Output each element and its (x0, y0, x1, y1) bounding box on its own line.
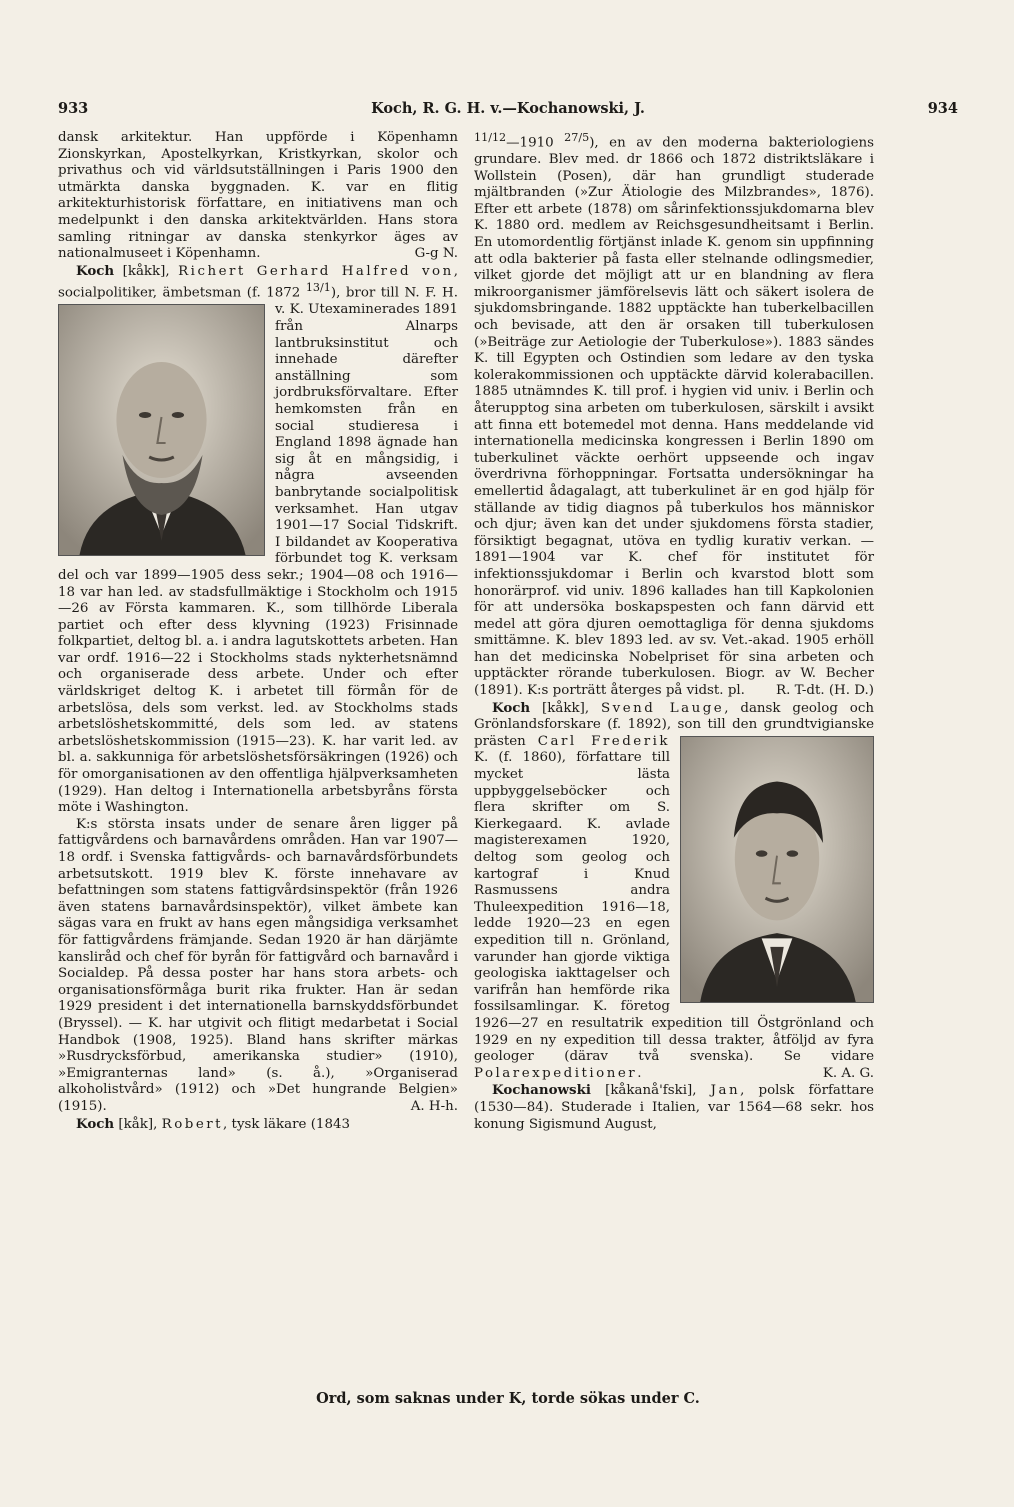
person-name: Svend Lauge (600, 700, 725, 716)
author-signature: G-g N. (414, 246, 458, 262)
article-kochanowski: Kochanowski [kåkanå'fski], Jan, polsk författare (1530—84). Studerade i Italien, var 1564—68 sekr. hos konung Sigismund August, (474, 1082, 874, 1132)
page-header (58, 100, 958, 126)
footer-note: Ord, som saknas under K, torde sökas under C. (316, 1390, 700, 1407)
article-koch-richert: Koch [kåkk], Richert Gerhard Halfred von, socialpolitiker, ämbetsman (f. 1872 $^{13/1}$ ), bror till N. F. H. v. K. Utexaminerades 1891 från Alnarps lantbruksinstitut och innehade därefter anställning som jordbruksförvaltare. Efter hemkomsten från en social studieresa i England 1898 ägnade han sig åt en mångsidig, i några avseenden banbrytande socialpolitisk verksamhet. Han utgav 1901—17 Social Tidskrift. I bildandet av Kooperativa förbundet tog K. verksam del och var 1899—1905 dess sekr.; 1904—08 och 1916—18 var han led. av stadsfullmäktige i Stockholm och 1915—26 av Första kammaren. K., som tillhörde Liberala partiet och efter dess klyvning (1923) Frisinnade folkpartiet, deltog bl. a. i andra lagutskottets arbeten. Han var ordf. 1916—22 i Stockholms stads nykterhetsnämnd och organiserade dess arbete. Under och efter världskriget deltog K. i arbetet till förmån för de arbetslösa, dels som verkst. led. av Stockholms stads arbetslöshetskommitté, dels som led. av statens arbetslöshetskommission (1915—23). K. har varit led. av bl. a. sakkunniga för arbetslöshetsförsäkringen (1926) och för omorganisationen av den offentliga hjälpverksamheten (1929). Han deltog i Internationella arbetsbyråns första möte i Washington. (58, 262, 458, 816)
page-number-left: 933 (58, 100, 89, 117)
headword: Kochanowski (492, 1082, 591, 1099)
running-title: Koch, R. G. H. v.—Kochanowski, J. (371, 100, 645, 117)
person-name: Jan (710, 1083, 741, 1099)
headword: Koch (76, 1115, 115, 1132)
author-signature: K. A. G. (822, 1065, 874, 1081)
person-name: Richert Gerhard Halfred von (178, 263, 454, 279)
page-number-right: 934 (927, 100, 958, 117)
author-signature: A. H-h. (410, 1098, 458, 1114)
headword: Koch (76, 262, 115, 279)
article-koch-svend: Koch [kåkk], Svend Lauge, dansk geolog och Grönlandsforskare (f. 1892), son till den grundtvigianske prästen Carl Frederik K. (f. 1860), författare till mycket lästa uppbyggelseböcker och flera skrifter om S. Kierkegaard. K. avlade magisterexamen 1920, deltog som geolog och kartograf i Knud Rasmussens andra Thuleexpedition 1916—18, ledde 1920—23 en egen expedition till n. Grönland, varunder han gjorde viktiga geologiska iakttagelser och varifrån han hemförde rika fossilsamlingar. K. företog 1926—27 en resultatrik expedition till Östgrönland och 1929 en ny expedition till dessa trakter, åtföljd av fyra geologer (därav två svenska). Se vidare Polarexpeditioner. K. A. G. (474, 699, 874, 1081)
article-paragraph: dansk arkitektur. Han uppförde i Köpenhamn Zionskyrkan, Apostelkyrkan, Kristkyrkan, skolor och privathus och vid världsutställningen i Paris 1900 den utmärkta danska byggnaden. K. var en flitig arkitekturhistorisk författare, en initiativens man och medelpunkt i den danska arkitektvärlden. Hans stora samling ritningar av danska stenkyrkor äges av nationalmuseet i Köpenhamn. G-g N. (58, 130, 458, 262)
article-paragraph: K:s största insats under de senare åren ligger på fattigvårdens och barnavårdens områden. Han var 1907—18 ordf. i Svenska fattigvårds- och barnavårdsförbundets arbetsutskott. 1919 blev K. förste innehavare av befattningen som statens fattigvårdsinspektör (från 1926 även statens barnavårdsinspektör), vilket ämbete kan sägas vara en frukt av hans egen mångsidiga verksamhet för fattigvårdens främjande. Sedan 1920 är han därjämte kansliråd och chef för byrån för fattigvård och barnavård i Socialdep. På dessa poster har hans stora arbets- och organisationsförmåga burit rika frukter. Han är sedan 1929 president i det internationella barnskyddsförbundet (Bryssel). — K. har utgivit och flitigt medarbetat i Social Handbok (1908, 1925). Bland hans skrifter märkas »Rusdrycksförbud, amerikanska studier» (1910), »Emigranternas land» (s. å.), »Organiserad alkoholistvård» (1912) och »Det hungrande Belgien» (1915). A. H-h. (58, 816, 458, 1114)
right-column (474, 130, 874, 1133)
portrait-richert-koch (58, 304, 265, 556)
person-name: Robert (161, 1116, 224, 1132)
article-koch-robert: Koch [kåk], Robert, tysk läkare (1843 (76, 1115, 350, 1132)
article-paragraph: $^{11/12}$—1910 $^{27/5}$), en av den moderna bakteriologiens grundare. Blev med. dr 1866 och 1872 distriktsläkare i Wollstein (Posen), där han grundligt studerade mjältbranden (»Zur Ätiologie des Milzbrandes», 1876). Efter ett arbete (1878) om sårinfektionssjukdomarna blev K. 1880 ord. medlem av Reichsgesundheitsamt i Berlin. En utomordentlig förtjänst inlade K. genom sin uppfinning att odla bakterier på fasta eller stelnande odlingsmedier, vilket gjorde det möjligt att ur en blandning av flera mikroorganismer jämförelsevis lätt och säkert isolera de sjukdomsbringande. 1882 upptäckte han tuberkelbacillen och bevisade, att den är orsaken till tuberkulosen (»Beiträge zur Aetiologie der Tuberkulose»). 1883 sändes K. till Egypten och Ostindien som ledare av den tyska kolerakommissionen och upptäckte därvid kolerabacillen. 1885 utnämndes K. till prof. i hygien vid univ. i Berlin och återupptog sina arbeten om tuberkulosen, särskilt i avsikt att finna ett botemedel mot denna. Hans meddelande vid internationella medicinska kongressen i Berlin 1890 om tuberkulinet väckte oerhört uppseende och ingav överdrivna förhoppningar. Fortsatta undersökningar ha emellertid ådagalagt, att tuberkulinet är en god hjälp för ställande av tidig diagnos på tuberkulos hos människor och djur; även kan det under sjukdomens första stadier, försiktigt begagnat, utöva en tydlig kurativ verkan. — 1891—1904 var K. chef för institutet för infektionssjukdomar i Berlin och kvarstod blott som honorärprof. vid univ. 1896 kallades han till Kapkolonien för att undersöka boskapspesten och fann därvid ett medel att göra djuren oemottagliga för denna sjukdoms smittämne. K. blev 1893 led. av sv. Vet.-akad. 1905 erhöll han det medicinska Nobelpriset för sina arbeten och upptäckter rörande tuberkulosen. Biogr. av W. Becher (1891). K:s porträtt återges på vidst. pl. R. T-dt. (H. D.) (474, 131, 874, 699)
left-column (58, 130, 458, 1133)
author-signature: R. T-dt. (H. D.) (776, 683, 874, 699)
headword: Koch (492, 699, 531, 716)
portrait-svend-koch (680, 736, 874, 1003)
cross-reference: Polarexpeditioner (474, 1065, 638, 1081)
